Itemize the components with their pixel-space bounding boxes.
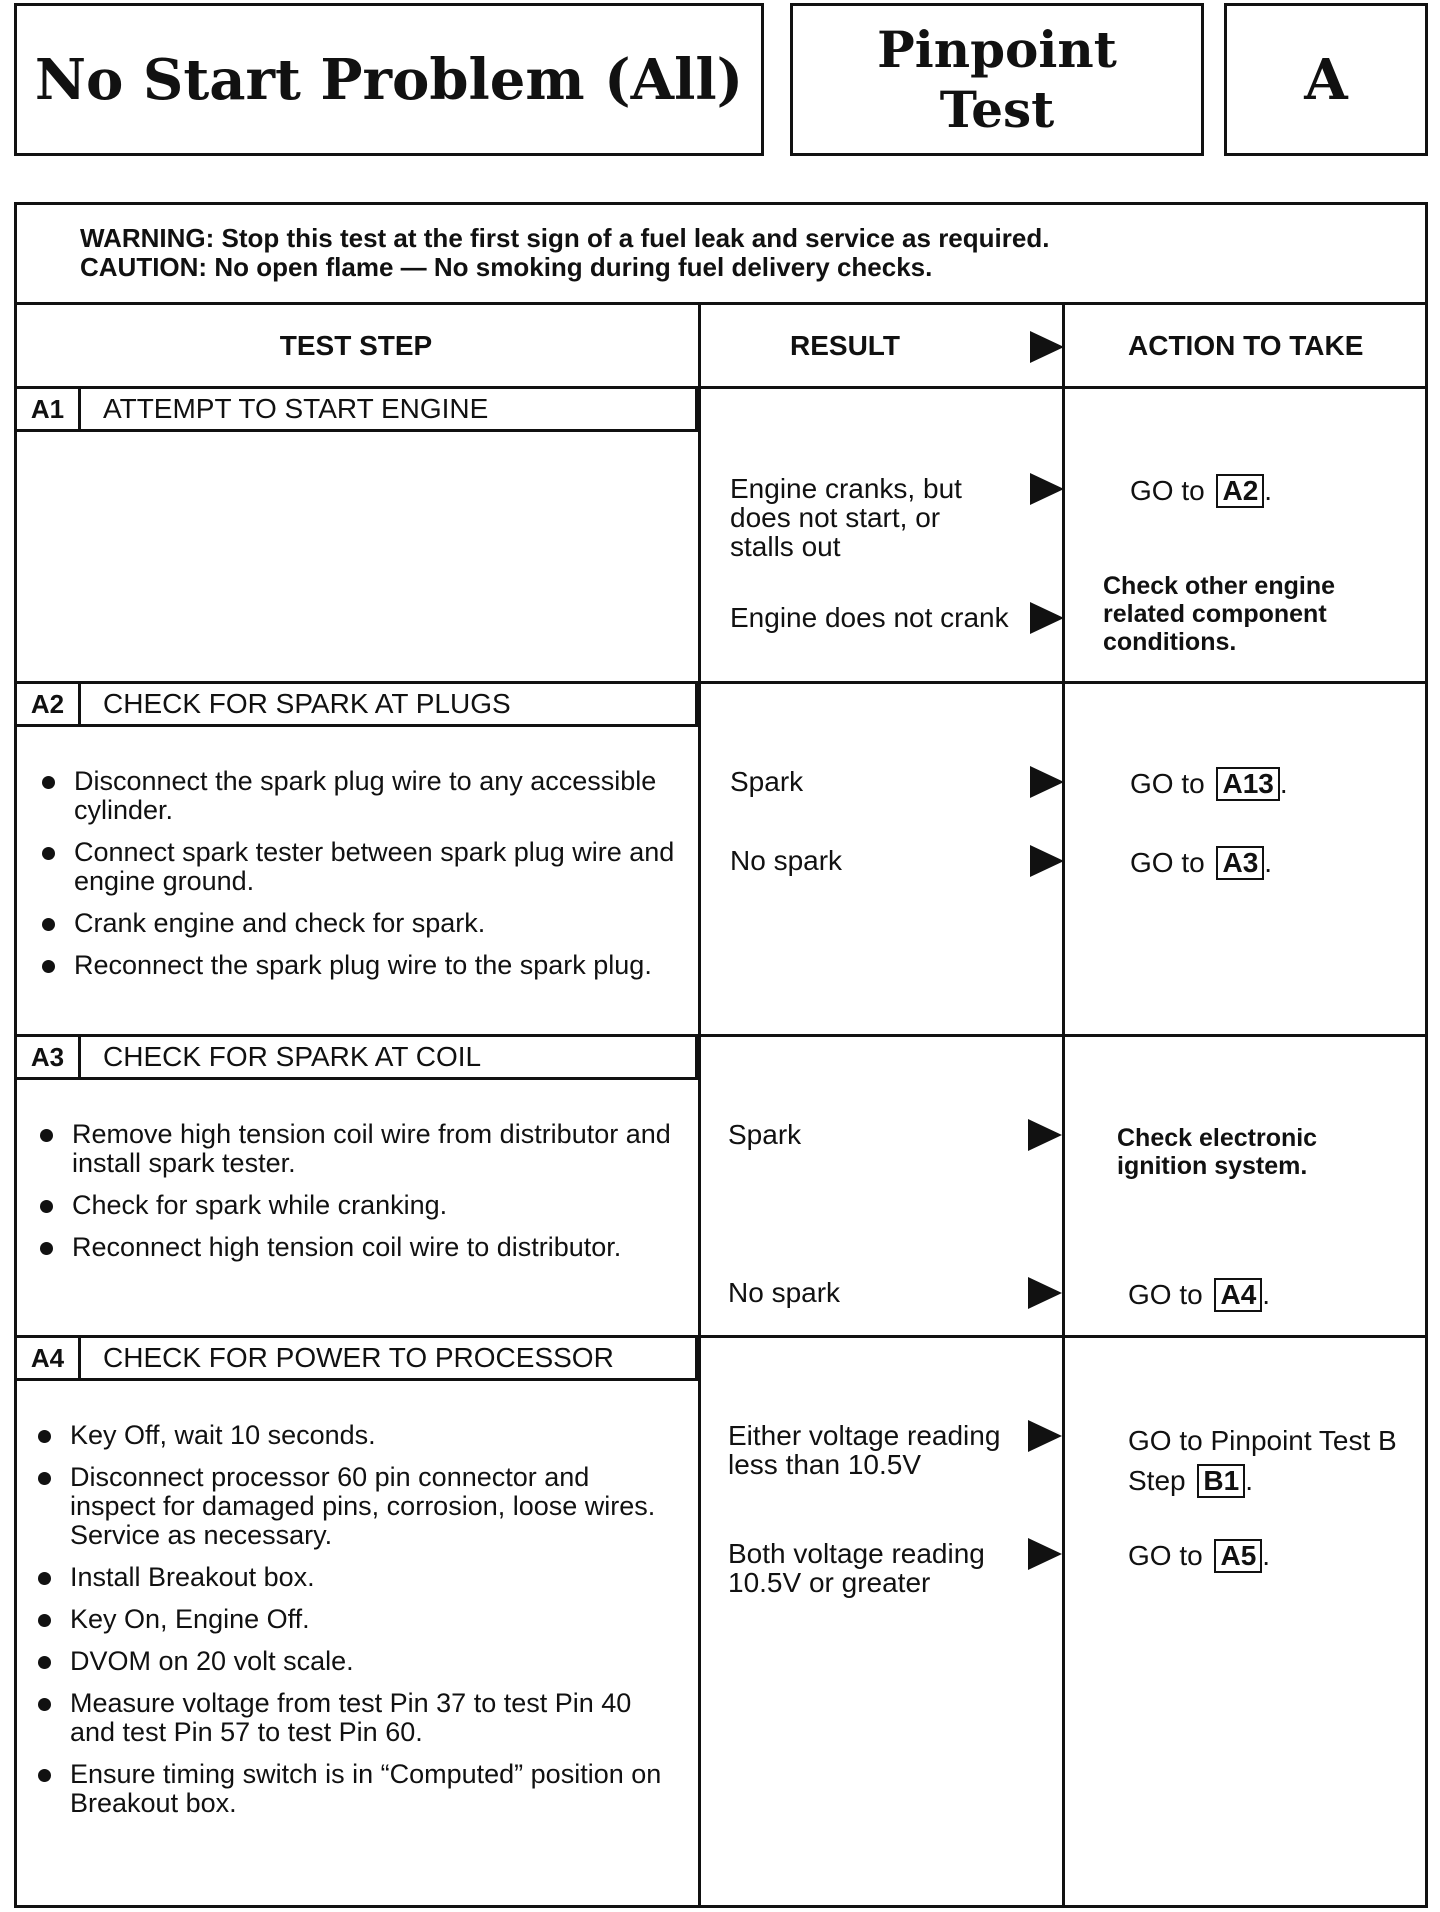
arrow-right-icon [1028,1277,1062,1309]
step-reference: A2 [1216,474,1264,508]
action-text: GO to A4 . [1128,1279,1271,1310]
step-id: A1 [17,389,81,429]
page-title: No Start Problem (All) [14,3,764,156]
action-text: GO to A5 . [1128,1540,1271,1571]
action-text: GO to A3 . [1130,847,1273,878]
column-header-test-step: TEST STEP [279,330,433,361]
step-id: A3 [17,1037,81,1077]
list-item: Reconnect the spark plug wire to the spark plug. [38,951,678,980]
result-text: No spark [730,845,843,876]
test-letter: A [1224,3,1428,156]
action-text: GO to Pinpoint Test B Step B1 . [1128,1425,1397,1496]
warning-notice: WARNING: Stop this test at the first sign of a fuel leak and service as required. CAUTION: No open flame — No smoking during fuel delivery checks. [80,223,1050,282]
list-item: Install Breakout box. [34,1563,674,1592]
step-id: A2 [17,684,81,724]
step-title: CHECK FOR POWER TO PROCESSOR [103,1342,614,1373]
arrow-right-icon [1030,473,1064,505]
arrow-right-icon [1028,1420,1062,1452]
divider [14,302,1428,305]
list-item: Connect spark tester between spark plug wire and engine ground. [38,838,678,896]
list-item: Crank engine and check for spark. [38,909,678,938]
column-header-action: ACTION TO TAKE [1128,330,1364,361]
result-text: No spark [728,1277,841,1308]
result-text: Spark [728,1119,802,1150]
arrow-right-icon [1030,331,1064,363]
step-title: ATTEMPT TO START ENGINE [103,393,489,424]
divider [698,302,701,1908]
result-text: Engine does not crank [730,602,1009,633]
action-text: Check other engine related component conditions. [1103,572,1335,656]
list-item: Measure voltage from test Pin 37 to test Pin 40 and test Pin 57 to test Pin 60. [34,1689,674,1747]
result-text: Engine cranks, but does not start, or stalls out [730,473,962,562]
step-a4-header [14,1335,698,1381]
list-item: Disconnect processor 60 pin connector and inspect for damaged pins, corrosion, loose wires. Service as necessary. [34,1463,674,1550]
step-reference: A5 [1214,1539,1262,1573]
step-title: CHECK FOR SPARK AT PLUGS [103,688,511,719]
list-item: Ensure timing switch is in “Computed” position on Breakout box. [34,1760,674,1818]
result-text: Either voltage reading less than 10.5V [728,1420,1001,1480]
action-text: Check electronic ignition system. [1117,1124,1318,1180]
result-text: Spark [730,766,804,797]
pinpoint-test-label: Pinpoint Test [790,3,1204,156]
action-text: GO to A13 . [1130,768,1288,799]
step-instructions [36,1120,676,1275]
step-reference: A3 [1216,846,1264,880]
step-instructions [38,767,678,993]
list-item: Remove high tension coil wire from distributor and install spark tester. [36,1120,676,1178]
arrow-right-icon [1030,766,1064,798]
list-item: Key Off, wait 10 seconds. [34,1421,674,1450]
list-item: DVOM on 20 volt scale. [34,1647,674,1676]
result-text: Both voltage reading 10.5V or greater [728,1538,985,1598]
list-item: Key On, Engine Off. [34,1605,674,1634]
arrow-right-icon [1028,1538,1062,1570]
step-a3-header [14,1034,698,1080]
step-a1-header [14,386,698,432]
column-header-result: RESULT [790,330,900,361]
arrow-right-icon [1030,845,1064,877]
step-reference: B1 [1197,1464,1245,1498]
list-item: Check for spark while cranking. [36,1191,676,1220]
step-id: A4 [17,1338,81,1378]
step-instructions [34,1421,674,1831]
step-reference: A13 [1216,767,1279,801]
step-reference: A4 [1214,1278,1262,1312]
arrow-right-icon [1030,602,1064,634]
step-a2-header [14,681,698,727]
divider [1062,302,1065,1908]
action-text: GO to A2 . [1130,475,1273,506]
list-item: Reconnect high tension coil wire to distributor. [36,1233,676,1262]
list-item: Disconnect the spark plug wire to any accessible cylinder. [38,767,678,825]
arrow-right-icon [1028,1119,1062,1151]
step-title: CHECK FOR SPARK AT COIL [103,1041,482,1072]
